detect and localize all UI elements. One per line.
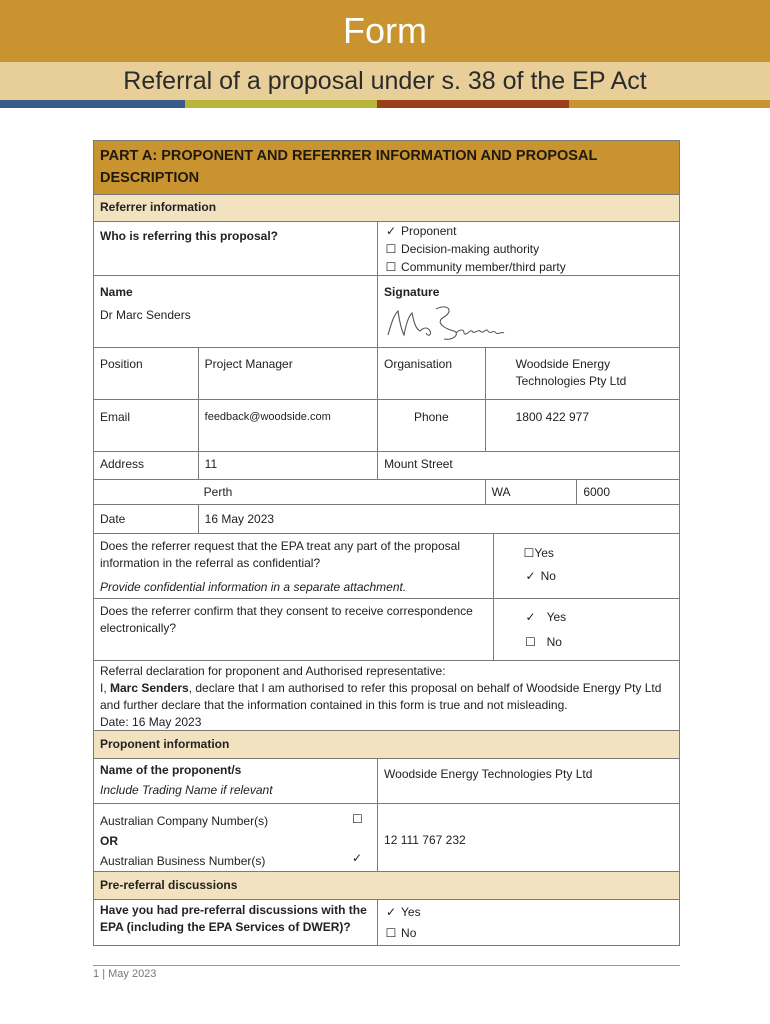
signature-image bbox=[384, 301, 514, 343]
empty-checkbox-icon: ☐ bbox=[385, 926, 397, 940]
date-value: 16 May 2023 bbox=[198, 505, 679, 533]
who-referring-label: Who is referring this proposal? bbox=[100, 229, 279, 243]
confidential-note: Provide confidential information in a separate attachment. bbox=[100, 580, 407, 594]
electronic-question: Does the referrer confirm that they consent to receive correspondence electronically? bbox=[100, 604, 473, 635]
proponent-name-cell bbox=[94, 759, 377, 803]
proponent-name-label: Name of the proponent/s bbox=[100, 763, 242, 777]
electronic-options bbox=[493, 599, 679, 660]
abn-label: Australian Business Number(s) bbox=[100, 854, 266, 868]
checkmark-icon: ✓ bbox=[525, 569, 536, 583]
option-community-member[interactable]: ☐ Community member/third party bbox=[385, 260, 566, 274]
position-label: Position bbox=[100, 357, 143, 371]
confidential-question-cell bbox=[94, 534, 493, 598]
abn-checkmark-icon[interactable]: ✓ bbox=[352, 851, 363, 865]
color-stripe bbox=[0, 100, 770, 108]
address-number: 11 bbox=[198, 452, 377, 479]
electronic-no-option[interactable]: ☐ No bbox=[524, 630, 673, 655]
checkmark-icon: ✓ bbox=[386, 224, 397, 238]
phone-label: Phone bbox=[377, 400, 485, 451]
footer-separator: | bbox=[102, 968, 106, 980]
form-banner-subtitle: Referral of a proposal under s. 38 of the EP Act bbox=[0, 62, 770, 100]
name-cell bbox=[94, 276, 377, 347]
position-value: Project Manager bbox=[198, 348, 377, 399]
address-city: Perth bbox=[203, 485, 233, 499]
pre-referral-question: Have you had pre-referral discussions with the EPA (including the EPA Services of DWER)? bbox=[100, 903, 367, 934]
date-label: Date bbox=[100, 512, 126, 526]
confidential-yes-option[interactable]: ☐Yes bbox=[523, 546, 554, 560]
empty-checkbox-icon: ☐ bbox=[525, 635, 536, 649]
declaration bbox=[94, 661, 679, 730]
confidential-options bbox=[493, 534, 679, 598]
address-label: Address bbox=[100, 457, 145, 471]
empty-checkbox-icon: ☐ bbox=[523, 546, 535, 560]
referrer-section-title: Referrer information bbox=[94, 195, 679, 221]
checkmark-icon: ✓ bbox=[525, 610, 536, 624]
address-street: Mount Street bbox=[377, 452, 679, 479]
who-referring-options bbox=[377, 222, 679, 275]
company-number-cell bbox=[94, 804, 377, 871]
email-label: Email bbox=[100, 410, 131, 424]
option-decision-making-authority[interactable]: ☐ Decision-making authority bbox=[385, 242, 540, 256]
pre-referral-no-option[interactable]: ☐ No bbox=[384, 923, 673, 944]
proponent-name-note: Include Trading Name if relevant bbox=[100, 783, 273, 797]
name-label: Name bbox=[100, 285, 133, 299]
confidential-question: Does the referrer request that the EPA treat any part of the proposal information in the referral as confidential? bbox=[100, 539, 460, 570]
proponent-name-value: Woodside Energy Technologies Pty Ltd bbox=[377, 759, 679, 803]
organisation-value: Woodside Energy Technologies Pty Ltd bbox=[485, 348, 679, 399]
signature-label: Signature bbox=[384, 285, 440, 299]
empty-checkbox-icon: ☐ bbox=[385, 242, 397, 256]
page-number: 1 bbox=[93, 968, 100, 980]
part-a-title: PART A: PROPONENT AND REFERRER INFORMATION AND PROPOSAL DESCRIPTION bbox=[94, 141, 679, 194]
phone-value: 1800 422 977 bbox=[485, 400, 679, 451]
organisation-label: Organisation bbox=[377, 348, 485, 399]
option-proponent[interactable]: ✓ Proponent bbox=[386, 224, 457, 238]
address-postcode: 6000 bbox=[576, 480, 679, 504]
empty-checkbox-icon: ☐ bbox=[385, 260, 397, 274]
page-footer bbox=[93, 965, 680, 980]
pre-referral-options bbox=[377, 900, 679, 945]
address-state: WA bbox=[485, 480, 577, 504]
confidential-no-option[interactable]: ✓ No bbox=[524, 565, 673, 588]
declaration-heading: Referral declaration for proponent and Authorised representative: bbox=[100, 664, 446, 678]
proponent-section-title: Proponent information bbox=[94, 731, 679, 758]
electronic-yes-option[interactable]: ✓ Yes bbox=[524, 605, 673, 630]
form-banner-title: Form bbox=[0, 0, 770, 62]
or-label: OR bbox=[100, 834, 118, 848]
declaration-date: Date: 16 May 2023 bbox=[100, 715, 202, 729]
pre-referral-section-title: Pre-referral discussions bbox=[94, 872, 679, 899]
footer-date: May 2023 bbox=[108, 968, 157, 980]
acn-label: Australian Company Number(s) bbox=[100, 814, 269, 828]
company-number-value: 12 111 767 232 bbox=[377, 804, 679, 871]
declarant-name: Marc Senders bbox=[110, 681, 189, 695]
checkmark-icon: ✓ bbox=[386, 905, 397, 919]
pre-referral-yes-option[interactable]: ✓ Yes bbox=[384, 902, 673, 923]
acn-empty-checkbox-icon[interactable]: ☐ bbox=[352, 812, 363, 826]
email-value: feedback@woodside.com bbox=[198, 400, 377, 451]
name-value: Dr Marc Senders bbox=[100, 308, 191, 322]
declaration-body: I, Marc Senders, declare that I am authorised to refer this proposal on behalf of Woodside Energy Pty Ltd and further declare that the information contained in this form is true and not misleading. bbox=[100, 681, 662, 712]
signature-cell bbox=[377, 276, 679, 347]
referral-form bbox=[93, 140, 680, 946]
